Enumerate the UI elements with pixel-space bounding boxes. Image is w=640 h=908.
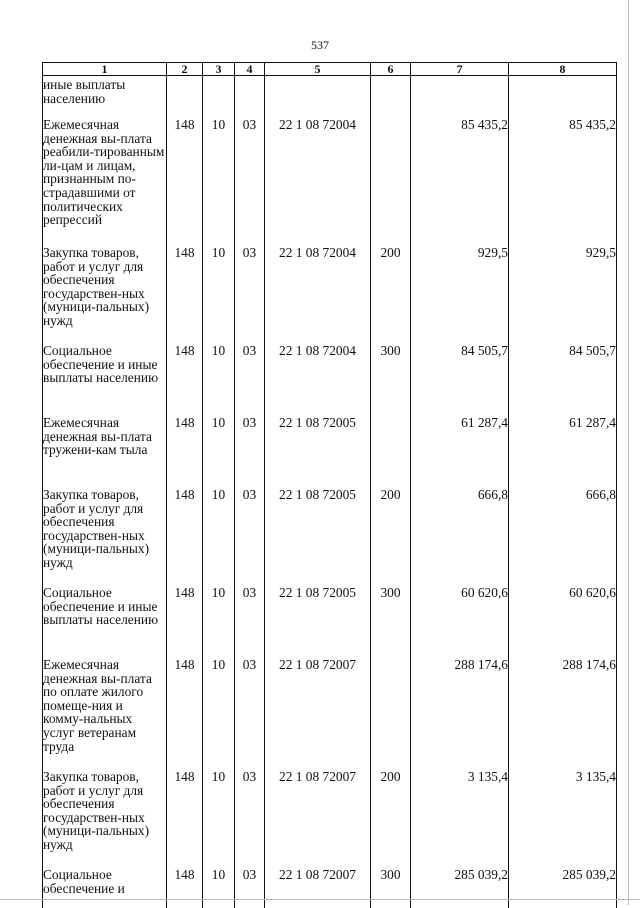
table-cell: 148: [167, 648, 203, 760]
table-row: [43, 648, 617, 760]
table-row: [43, 236, 617, 334]
table-cell: 285 039,2: [411, 858, 509, 908]
table-cell: 148: [167, 478, 203, 576]
table-cell: 22 1 08 72005: [265, 576, 371, 648]
table-cell: [167, 76, 203, 109]
table-cell: 22 1 08 72007: [265, 858, 371, 908]
table-cell: 22 1 08 72004: [265, 236, 371, 334]
table-cell: 22 1 08 72004: [265, 108, 371, 236]
table-cell: 300: [371, 858, 411, 908]
table-cell: 22 1 08 72004: [265, 334, 371, 406]
table-header-row: [43, 63, 617, 76]
row-name-cell: Ежемесячная денежная вы-плата тружени-кам тыла: [43, 406, 167, 478]
table-cell: 929,5: [509, 236, 617, 334]
table-cell: 22 1 08 72007: [265, 760, 371, 858]
row-name-cell: Закупка товаров, работ и услуг для обеспечения государствен-ных (муници-пальных) нужд: [43, 236, 167, 334]
table-cell: 200: [371, 760, 411, 858]
table-cell: 61 287,4: [411, 406, 509, 478]
table-cell: [265, 76, 371, 109]
row-name-cell: Социальное обеспечение и: [43, 858, 167, 908]
table-cell: 03: [235, 576, 265, 648]
table-row: [43, 108, 617, 236]
column-header: 1: [43, 63, 167, 76]
scan-edge: [628, 0, 629, 905]
table-body: [43, 76, 617, 908]
table-cell: [203, 76, 235, 109]
table-cell: 85 435,2: [509, 108, 617, 236]
table-cell: [371, 108, 411, 236]
table-cell: 10: [203, 406, 235, 478]
column-header: 7: [411, 63, 509, 76]
table-cell: 666,8: [411, 478, 509, 576]
table-cell: 85 435,2: [411, 108, 509, 236]
row-name-cell: Закупка товаров, работ и услуг для обеспечения государствен-ных (муници-пальных) нужд: [43, 478, 167, 576]
table-cell: 285 039,2: [509, 858, 617, 908]
table-cell: 10: [203, 108, 235, 236]
table-cell: 200: [371, 236, 411, 334]
table-cell: 84 505,7: [509, 334, 617, 406]
table-row: [43, 576, 617, 648]
table-cell: 3 135,4: [509, 760, 617, 858]
table-cell: 200: [371, 478, 411, 576]
table-row: [43, 406, 617, 478]
table-cell: 84 505,7: [411, 334, 509, 406]
table-cell: 288 174,6: [411, 648, 509, 760]
table-cell: 10: [203, 478, 235, 576]
table-cell: 300: [371, 334, 411, 406]
table-cell: 10: [203, 648, 235, 760]
table-row: [43, 858, 617, 908]
table-cell: 10: [203, 576, 235, 648]
table-cell: [235, 76, 265, 109]
table-cell: 148: [167, 334, 203, 406]
row-name-cell: Закупка товаров, работ и услуг для обеспечения государствен-ных (муници-пальных) нужд: [43, 760, 167, 858]
budget-table: [42, 62, 617, 908]
table-cell: 03: [235, 760, 265, 858]
table-cell: 03: [235, 648, 265, 760]
table-row: [43, 478, 617, 576]
table-row: [43, 760, 617, 858]
table-cell: 03: [235, 858, 265, 908]
row-name-cell: Социальное обеспечение и иные выплаты населению: [43, 334, 167, 406]
column-header: 2: [167, 63, 203, 76]
table-cell: [371, 406, 411, 478]
table-cell: 3 135,4: [411, 760, 509, 858]
table-cell: 22 1 08 72007: [265, 648, 371, 760]
table-cell: 148: [167, 576, 203, 648]
row-name-cell: Социальное обеспечение и иные выплаты населению: [43, 576, 167, 648]
table-cell: [411, 76, 509, 109]
table-cell: 148: [167, 858, 203, 908]
table-cell: 60 620,6: [411, 576, 509, 648]
table-cell: 148: [167, 760, 203, 858]
table-cell: 60 620,6: [509, 576, 617, 648]
table-cell: 10: [203, 334, 235, 406]
table-row: [43, 334, 617, 406]
table-cell: 03: [235, 334, 265, 406]
table-cell: 148: [167, 406, 203, 478]
column-header: 8: [509, 63, 617, 76]
table-cell: 148: [167, 108, 203, 236]
table-row: [43, 76, 617, 109]
table-cell: 03: [235, 108, 265, 236]
row-name-cell: Ежемесячная денежная вы-плата реабили-тированным ли-цам и лицам, признанным по-страдавшими от политических репрессий: [43, 108, 167, 236]
column-header: 5: [265, 63, 371, 76]
table-cell: 03: [235, 406, 265, 478]
table-cell: 300: [371, 576, 411, 648]
table-cell: 22 1 08 72005: [265, 478, 371, 576]
table-cell: 929,5: [411, 236, 509, 334]
column-header: 4: [235, 63, 265, 76]
scan-edge: [0, 899, 640, 900]
column-header: 6: [371, 63, 411, 76]
table-cell: 10: [203, 858, 235, 908]
table-cell: [371, 76, 411, 109]
table-cell: [371, 648, 411, 760]
table-cell: 10: [203, 236, 235, 334]
table-cell: [509, 76, 617, 109]
table-cell: 288 174,6: [509, 648, 617, 760]
table-cell: 61 287,4: [509, 406, 617, 478]
table-cell: 22 1 08 72005: [265, 406, 371, 478]
page-number: 537: [0, 38, 640, 53]
table-cell: 666,8: [509, 478, 617, 576]
table-cell: 148: [167, 236, 203, 334]
table-cell: 10: [203, 760, 235, 858]
table-cell: 03: [235, 478, 265, 576]
table-cell: 03: [235, 236, 265, 334]
column-header: 3: [203, 63, 235, 76]
row-name-cell: иные выплаты населению: [43, 76, 167, 109]
row-name-cell: Ежемесячная денежная вы-плата по оплате жилого помеще-ния и комму-нальных услуг ветеранам труда: [43, 648, 167, 760]
